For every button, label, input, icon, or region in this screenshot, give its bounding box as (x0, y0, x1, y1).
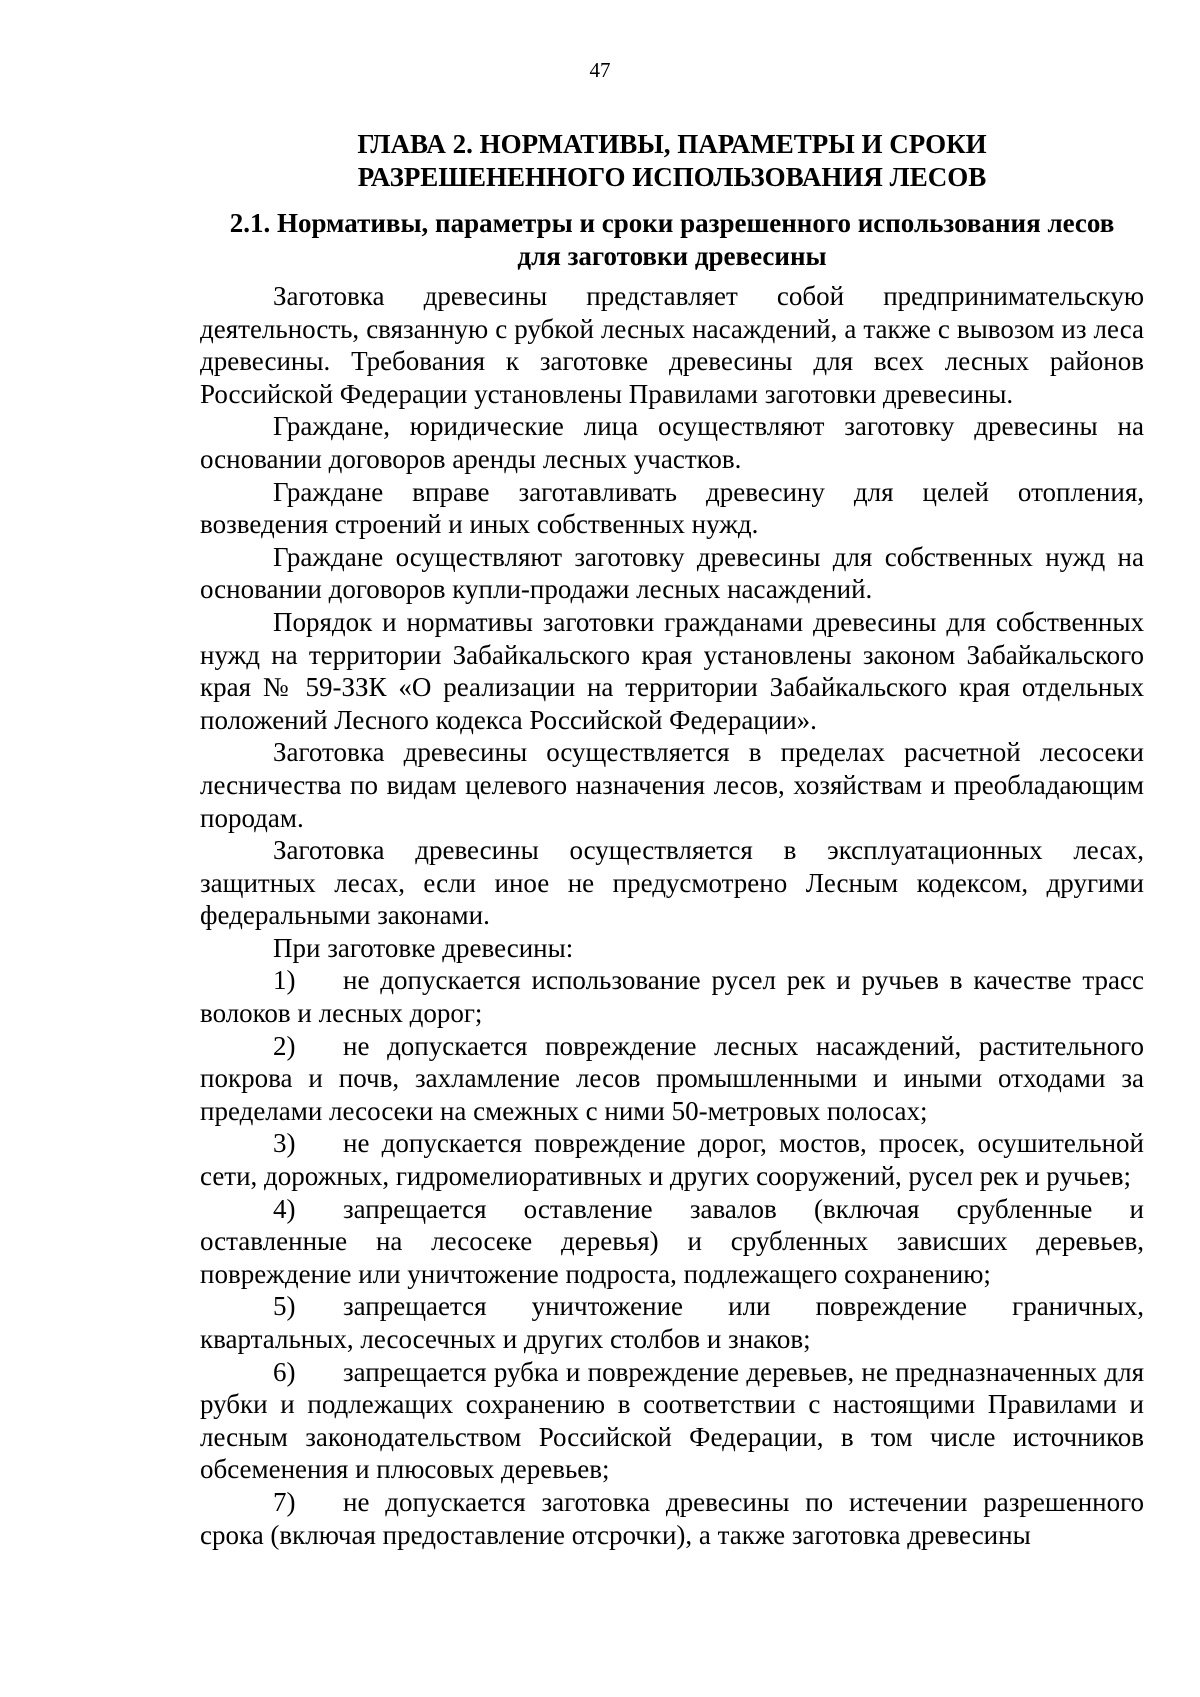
paragraph: Граждане осуществляют заготовку древесины для собственных нужд на основании договоров купли-продажи лесных насаждений. (200, 541, 1144, 605)
list-item (200, 1356, 1144, 1486)
list-item-number: 2) (273, 1030, 296, 1061)
section-title-line-2: для заготовки древесины (517, 241, 827, 271)
list-item-number: 3) (273, 1128, 296, 1159)
list-item-number: 4) (273, 1193, 296, 1224)
list-item-number: 1) (273, 965, 296, 996)
list-item-text: не допускается использование русел рек и ручьев в качестве трасс волоков и лесных дорог; (200, 965, 1144, 1029)
page-number: 47 (589, 58, 611, 82)
chapter-title-line-1: ГЛАВА 2. НОРМАТИВЫ, ПАРАМЕТРЫ И СРОКИ (357, 129, 987, 159)
paragraph: Заготовка древесины представляет собой предпринимательскую деятельность, связанную с рубкой лесных насаждений, а также с вывозом из леса древесины. Требования к заготовке древесины для всех лесных районов Российской Федерации установлены Правилами заготовки древесины. (200, 281, 1144, 409)
section-title (200, 207, 1144, 273)
list-item (200, 1486, 1144, 1551)
list-item-text: запрещается уничтожение или повреждение граничных, квартальных, лесосечных и других столбов и знаков; (200, 1291, 1144, 1354)
list-item-number: 6) (273, 1356, 296, 1387)
paragraph: Порядок и нормативы заготовки гражданами древесины для собственных нужд на территории Забайкальского края установлены законом Забайкальского края № 59-ЗЗК «О реализации на территории Забайкальского края отдельных положений Лесного кодекса Российской Федерации». (200, 606, 1144, 735)
chapter-title (200, 128, 1144, 194)
list-item-text: не допускается заготовка древесины по истечении разрешенного срока (включая предоставление отсрочки), а также заготовка древесины (200, 1486, 1144, 1550)
list-item-text: не допускается повреждение лесных насаждений, растительного покрова и почв, захламление лесов промышленными и иными отходами за пределами лесосеки на смежных с ними 50-метровых полосах; (200, 1030, 1144, 1126)
chapter-title-line-2: РАЗРЕШЕНЕННОГО ИСПОЛЬЗОВАНИЯ ЛЕСОВ (357, 162, 987, 192)
list-item-text: не допускается повреждение дорог, мостов, просек, осушительной сети, дорожных, гидромелиоративных и других сооружений, русел рек и ручьев; (200, 1128, 1144, 1192)
list-item-number: 5) (273, 1291, 296, 1322)
list-item (200, 1030, 1144, 1128)
list-item (200, 1193, 1144, 1291)
paragraph: Граждане вправе заготавливать древесину для целей отопления, возведения строений и иных собственных нужд. (200, 476, 1144, 540)
paragraph: Заготовка древесины осуществляется в эксплуатационных лесах, защитных лесах, если иное не предусмотрено Лесным кодексом, другими федеральными законами. (200, 835, 1144, 931)
list-item-number: 7) (273, 1486, 296, 1517)
paragraph: Граждане, юридические лица осуществляют заготовку древесины на основании договоров аренды лесных участков. (200, 411, 1144, 474)
list-item (200, 1127, 1144, 1192)
document-body (200, 280, 1144, 1551)
list-item-text: запрещается оставление завалов (включая срубленные и оставленные на лесосеке деревья) и срубленных зависших деревьев, повреждение или уничтожение подроста, подлежащего сохранению; (200, 1193, 1144, 1289)
list-item-text: запрещается рубка и повреждение деревьев, не предназначенных для рубки и подлежащих сохранению в соответствии с настоящими Правилами и лесным законодательством Российской Федерации, в том числе источников обсеменения и плюсовых деревьев; (200, 1356, 1144, 1485)
list-item (200, 964, 1144, 1029)
list-item (200, 1290, 1144, 1355)
paragraph: При заготовке древесины: (273, 932, 574, 963)
section-title-line-1: 2.1. Нормативы, параметры и сроки разрешенного использования лесов (229, 208, 1115, 238)
paragraph: Заготовка древесины осуществляется в пределах расчетной лесосеки лесничества по видам целевого назначения лесов, хозяйствам и преобладающим породам. (200, 737, 1144, 833)
